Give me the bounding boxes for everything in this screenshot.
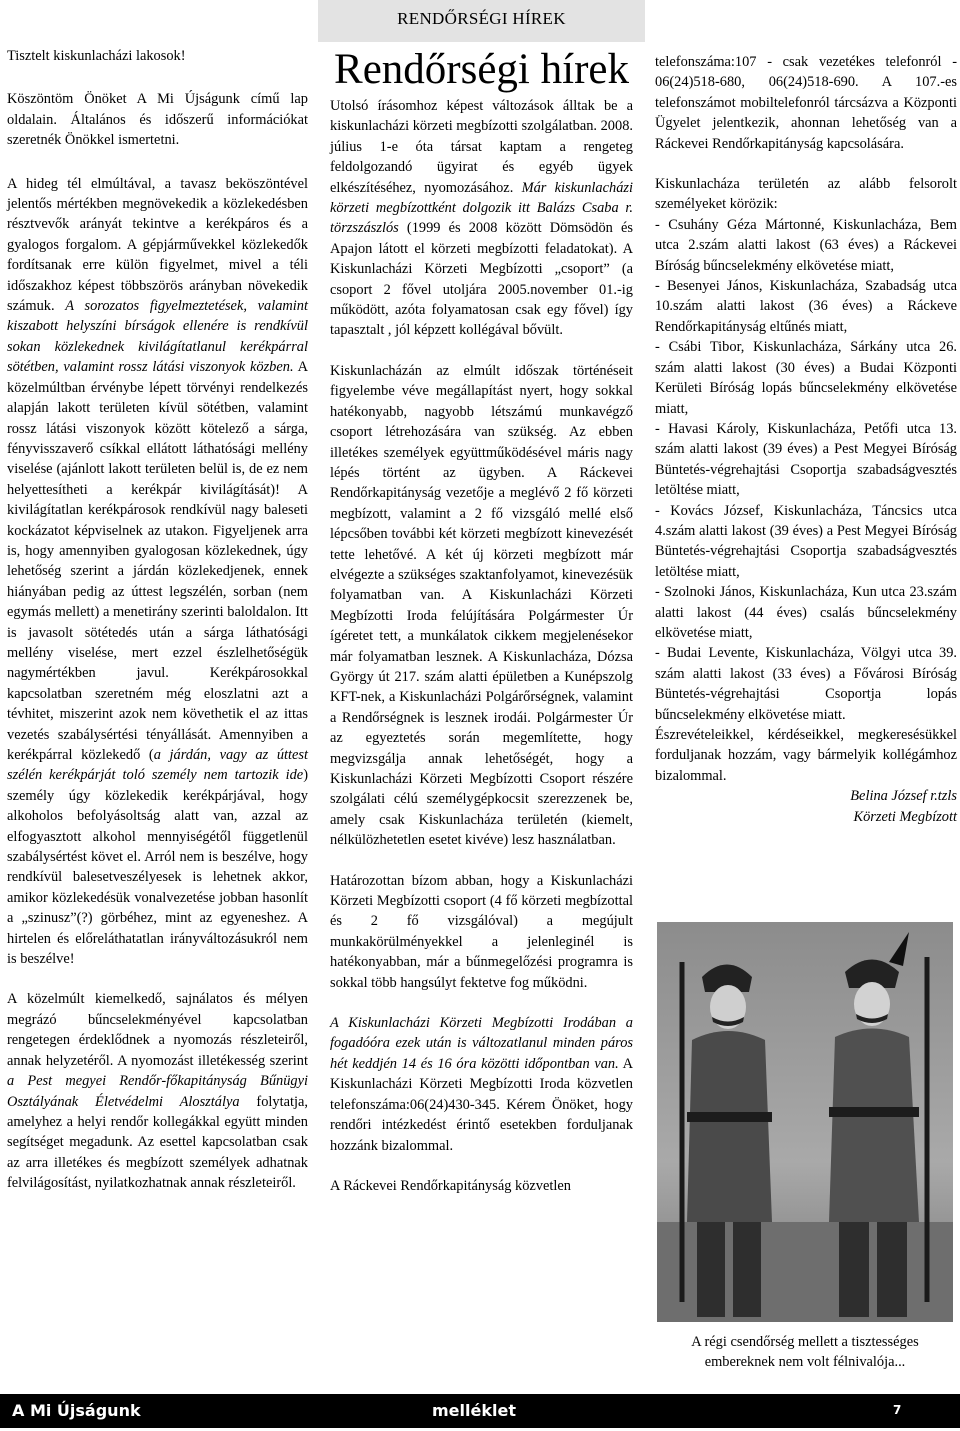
signature-title: Körzeti Megbízott: [853, 808, 957, 825]
footer-bar: [0, 1394, 960, 1428]
page-number: 7: [893, 1403, 902, 1417]
footer-publication: A Mi Újságunk: [12, 1401, 141, 1420]
page-title: Rendőrségi hírek: [334, 46, 629, 93]
italic-text: a járdán, vagy az úttest szélén kerékpárját toló személy nem tartozik ide: [7, 747, 308, 784]
text: ) személy úgy közlekedik kerékpárjával, hogy alkoholos befolyásoltság alatt van, azzal az elfogyasztott alkohol mennyiségétől függetlenül szabálysértést követ el. Arról nem is beszélve, hogy rendkívül balesetveszélyesek is lehetnek akkor, amikor közlekedésük vonalvezetése jobban hasonlít a „szinusz”(?) görbéhez, mint az egyeneshez. A hirtelen és előreláthatatlan irányváltozásukról nem is beszélve!: [7, 767, 308, 968]
text: A közelmúlt kiemelkedő, sajnálatos és mélyen megrázó bűncselekményével kapcsolatban rengetegen érdeklődnek a nyomozás részleteiről, annak helyzetéről. A nyomozást illetékesség szerint: [7, 991, 308, 1069]
paragraph: Kiskunlacházán az elmúlt időszak történéseit figyelembe véve megállapítást nyert, hogy sokkal hatékonyabb, nagyobb létszámú munkavégző csoport létrehozására van szükség. Az ebben illetékes személyek együttműködésével máris nagy lépés történt az ügyben. A Ráckevei Rendőrkapitányság vezetője a meglévő 2 fő körzeti megbízott, valamint a 2 fő vizsgáló mellé első lépcsőben további két körzeti megbízott kinevezését tette lehetővé. A két új körzeti megbízott már elvégezte a szükséges szaktanfolyamot, kinevezésük folyamatban van. A Kiskunlacházi Körzeti Megbízotti Iroda felújítására Polgármester Úr ígéretet tett, a munkálatok cikkem megjelenésekor már folyamatban lesznek. A Kiskunlacháza, Dózsa György út 217. szám alatti épületben a Kunépszolg KFT-nek, a Kiskunlacházi Polgárőrségnek, valamint a Rendőrségnek is lesznek irodái. Polgármester Úr az egyeztetés során megemlítette, hogy megvizsgálja annak lehetőségét, hogy a Kiskunlacházi Körzeti Megbízotti Csoport részére szolgálati célú személygépkocsit szerezzenek be, amely csak Kiskunlacháza területén (kiemelt, nélkülözhetetlen esetet kivéve) lesz használatban.: [330, 362, 633, 849]
wanted-list-item: - Budai Levente, Kiskunlacháza, Völgyi utca 39. szám alatti lakost (33 éves) a Fővárosi Bíróság Büntetés-végrehajtási Csoportja lopás bűncselekmény elkövetése miatt.: [655, 645, 957, 723]
italic-text: a Pest megyei Rendőr-főkapitányság Bűnügyi Osztályának Életvédelmi Alosztálya: [7, 1073, 308, 1110]
wanted-list-item: - Szolnoki János, Kiskunlacháza, Kun utca 23.szám alatti lakost (44 éves) csalás bűncselekmény elkövetése miatt,: [655, 584, 957, 641]
paragraph: [330, 96, 633, 341]
text: A közelmúltban érvénybe lépett törvényi rendelkezés alapján lakott területen kívül sötétben, valamint rossz látási viszonyok között kötelező a sárga, fényvisszaverő csíkkal ellátott láthatósági mellény viselése (ajánlott lakott területen belül is, de ez nem helyettesítheti a kerékpár kivilágítását)! A kivilágítatlan kerékpárosok rendkívül nagy baleseti kockázatot képviselnek az utakon. Figyeljenek arra is, hogy amennyiben gyalogosan közlekednek, úgy lehetőség szerint a járdán közlekedjenek, ennek hiányában pedig az úttest legszélén, sorban (nem egymás mellett) a menetirány szerinti baloldalon. Itt is javasolt sötétedés után a sárga láthatósági mellény viselése, mert ezzel észlelhetőségük nagymértékben javul. Kerékpárosokkal kapcsolatban szeretném még eloszlatni azt a tévhitet, miszerint azok nem követhetik el az ittas vezetés szabálysértési tényállását. Amennyiben a kerékpárral közlekedő (: [7, 359, 308, 763]
paragraph: Észrevételeikkel, kérdéseikkel, megkeresésükkel forduljanak hozzám, vagy bármelyik kollégámhoz bizalommal.: [655, 727, 957, 784]
text: Utolsó írásomhoz képest változások álltak be a kiskunlacházi körzeti megbízotti szolgálatban. 2008. július 1-e óta társat kaptam a rengeteg feldolgozandó ügyirat és egyéb ügyek elkészítéséhez, nyomozásához.: [330, 98, 633, 196]
italic-text: Már kiskunlacházi körzeti megbízottként dolgozik itt Balázs Csaba r. törzszászlós: [330, 179, 634, 237]
wanted-list-item: - Kovács József, Kiskunlacháza, Táncsics utca 4.szám alatti lakost (39 éves) a Pest Megyei Bíróság Büntetés-végrehajtási Csoportja szabadságvesztés letöltése miatt,: [655, 502, 957, 580]
paragraph: Köszöntöm Önöket A Mi Újságunk című lap oldalain. Általános és időszerű információkat szeretnék Önökkel ismertetni.: [7, 91, 308, 149]
wanted-list-item: - Besenyei János, Kiskunlacháza, Szabadság utca 10.szám alatti lakost (36 éves) a Ráckeve Rendőrkapitányság eltűnés miatt,: [655, 278, 957, 335]
italic-text: A Kiskunlacházi Körzeti Megbízotti Irodában a fogadóóra ezek után is változatlanul minden páros hét keddjén 14 és 16 óra közötti időpontban van.: [330, 1015, 633, 1072]
column-left: [7, 46, 308, 1214]
section-label: RENDŐRSÉGI HÍREK: [397, 9, 566, 28]
column-middle: [330, 96, 633, 1216]
paragraph: telefonszáma:107 - csak vezetékes telefonról - 06(24)518-680, 06(24)518-690. A 107.-es telefonszámot mobiltelefonról tárcsázva a Központi Ügyelet jelentkezik, ahonnan lehetőség van a Ráckevei Rendőrkapitányság kapcsolására.: [655, 54, 957, 152]
wanted-list-item: - Csuhány Géza Mártonné, Kiskunlacháza, Bem utca 2.szám alatti lakost (63 éves) a Ráckevei Bíróság bűncselekmény elkövetése miatt,: [655, 216, 957, 274]
paragraph: [330, 1013, 633, 1156]
historic-gendarmes-photo: [657, 922, 953, 1322]
greeting: Tisztelt kiskunlacházi lakosok!: [7, 48, 186, 64]
italic-text: A sorozatos figyelmeztetések, valamint kiszabott helyszíni bírságok ellenére is rendkívül sokan közlekednek kivilágítatlanul kerékpárral sötétben, valamint rossz látási viszonyok közben.: [7, 298, 308, 376]
wanted-list-item: - Havasi Károly, Kiskunlacháza, Petőfi utca 13. szám alatti lakost (39 éves) a Pest Megyei Bíróság Büntetés-végrehajtási Csoportja szabadságvesztés letöltése miatt,: [655, 420, 957, 499]
signature-name: Belina József r.tzls: [850, 788, 957, 805]
paragraph: A Ráckevei Rendőrkapitányság közvetlen: [330, 1177, 571, 1194]
paragraph: Kiskunlacháza területén az alább felsorolt személyeket körözik:: [655, 176, 957, 213]
text: (1999 és 2008 között Dömsödön és Apajon látott el körzeti megbízotti feladatokat). A Kiskunlacházi Körzeti Megbízotti „csoport” (a csoport 2 fővel utoljára 2005.november 01.-ig működött, azóta folyamatosan csak egy fővel) így tapasztalt , jól képzett kollégával bővült.: [330, 220, 633, 339]
text: A hideg tél elmúltával, a tavasz beköszöntével jelentős mértékben megnövekedik a közlekedésben résztvevők arányát tekintve a kerékpáros és a gyalogos forgalom. A gépjárművekkel közlekedők fordítsanak erre külön figyelmet, mivel a téli időszakhoz képest többszörös arányban növekedik számuk.: [7, 175, 308, 315]
footer-supplement: melléklet: [432, 1401, 516, 1420]
wanted-list-item: - Csábi Tibor, Kiskunlacháza, Sárkány utca 26. szám alatti lakost (30 éves) a Budai Központi Kerületi Bíróság lopás bűncselekmény elkövetése miatt,: [655, 339, 957, 417]
column-right: [655, 52, 957, 827]
text: A Kiskunlacházi Körzeti Megbízotti Iroda közvetlen telefonszáma:06(24)430-345. Kérem Önöket, hogy rendőri intézkedést érintő esetekben forduljanak hozzánk bizalommal.: [330, 1055, 633, 1154]
paragraph: Határozottan bízom abban, hogy a Kiskunlacházi Körzeti Megbízotti csoport (4 fő körzeti megbízottal és 2 fő vizsgálóval) a megújult munkakörülményekkel a jelenleginél is hatékonyabban, már a bűnmegelőzési programra is sokkal több hangsúlyt fektetve fog működni.: [330, 872, 633, 991]
text: folytatja, amelyhez a helyi rendőr kollegákkal együtt minden segítséget megadunk. Az esettel kapcsolatban csak az arra illetékes és megbízott személyek adhatnak felvilágosítást, nyilatkozhatnak annak részleteiről.: [7, 1093, 308, 1192]
paragraph: [7, 989, 308, 1193]
paragraph: [7, 174, 308, 970]
photo-caption: A régi csendőrség mellett a tisztességes embereknek nem volt félnivalója...: [691, 1334, 919, 1370]
